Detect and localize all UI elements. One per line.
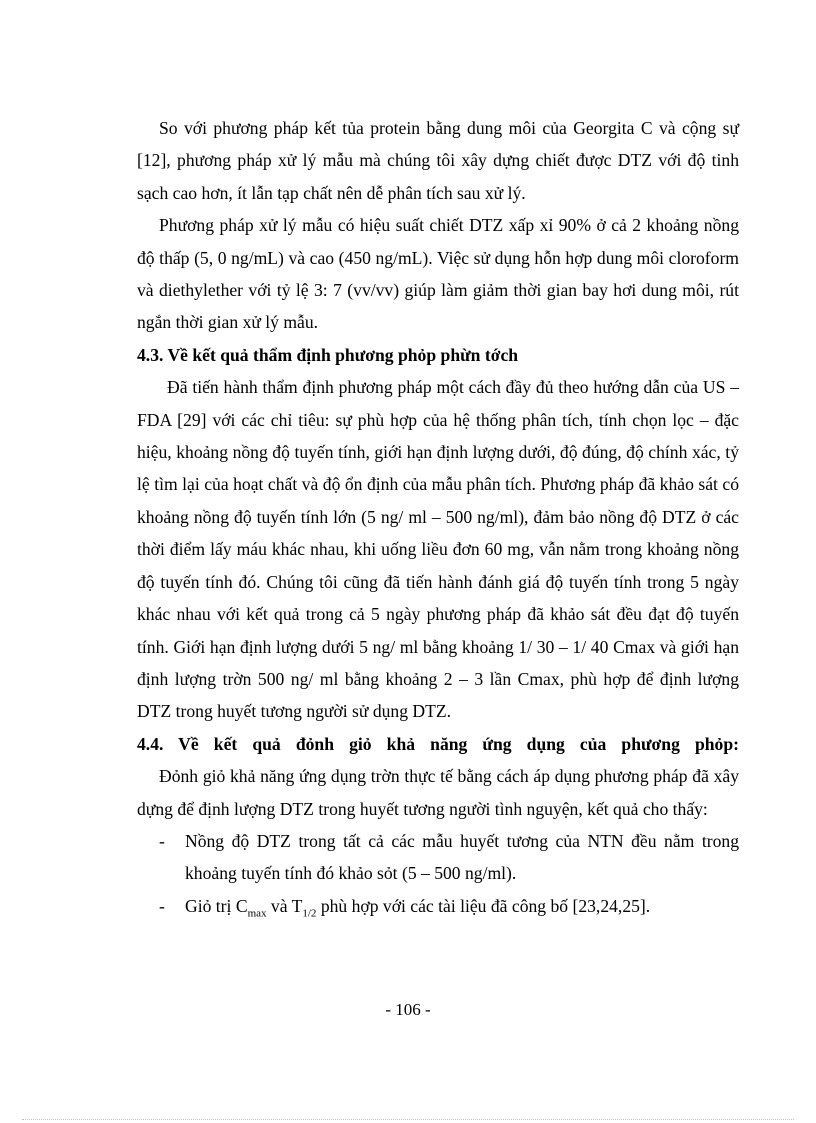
page-number: - 106 - <box>385 1000 431 1019</box>
subscript-half: 1/2 <box>302 907 317 920</box>
page-border-dotted <box>22 1119 794 1120</box>
list-item-text: Nồng độ DTZ trong tất cả các mẫu huyết tương của NTN đều nằm trong khoảng tuyến tính đó khảo sỏt (5 – 500 ng/ml). <box>185 830 739 884</box>
page-body <box>137 112 739 930</box>
list-item <box>137 890 739 930</box>
list-item <box>137 825 739 890</box>
subscript-max: max <box>247 907 267 920</box>
list-item-text-mid: và T <box>266 895 303 916</box>
section-heading-4-4: 4.4. Về kết quả đỏnh giỏ khả năng ứng dụng của phương phỏp: <box>137 733 739 754</box>
results-list <box>137 825 739 930</box>
paragraph-comparison: So với phương pháp kết tủa protein bằng dung môi của Georgita C và cộng sự [12], phương pháp xử lý mẫu mà chúng tôi xây dựng chiết được DTZ với độ tinh sạch cao hơn, ít lẫn tạp chất nên dễ phân tích sau xử lý. <box>137 118 739 203</box>
paragraph-application: Đỏnh giỏ khả năng ứng dụng trờn thực tế bằng cách áp dụng phương pháp đã xây dựng để định lượng DTZ trong huyết tương người tình nguyện, kết quả cho thấy: <box>137 766 739 819</box>
paragraph-validation: Đã tiến hành thẩm định phương pháp một cách đầy đủ theo hướng dẫn của US – FDA [29] với các chỉ tiêu: sự phù hợp của hệ thống phân tích, tính chọn lọc – đặc hiệu, khoảng nồng độ tuyến tính, giới hạn định lượng dưới, độ đúng, độ chính xác, tỷ lệ tìm lại của hoạt chất và độ ổn định của mẫu phân tích. Phương pháp đã khảo sát có khoảng nồng độ tuyến tính lớn (5 ng/ ml – 500 ng/ml), đảm bảo nồng độ DTZ ở các thời điểm lấy máu khác nhau, khi uống liều đơn 60 mg, vẫn nằm trong khoảng nồng độ tuyến tính đó. Chúng tôi cũng đã tiến hành đánh giá độ tuyến tính trong 5 ngày khác nhau với kết quả trong cả 5 ngày phương pháp đã khảo sát đều đạt độ tuyến tính. Giới hạn định lượng dưới 5 ng/ ml bằng khoảng 1/ 30 – 1/ 40 Cmax và giới hạn định lượng trờn 500 ng/ ml bằng khoảng 2 – 3 lần Cmax, phù hợp để định lượng DTZ trong huyết tương người sử dụng DTZ. <box>137 377 739 722</box>
list-item-text-pre: Giỏ trị C <box>185 895 248 916</box>
section-heading-4-3: 4.3. Về kết quả thẩm định phương phỏp phừn tớch <box>137 344 519 365</box>
list-item-text-post: phù hợp với các tài liệu đã công bố [23,24,25]. <box>316 895 651 916</box>
bullet-dash: - <box>159 895 165 916</box>
paragraph-extraction-yield: Phương pháp xử lý mẫu có hiệu suất chiết DTZ xấp xỉ 90% ở cả 2 khoảng nồng độ thấp (5, 0 ng/mL) và cao (450 ng/mL). Việc sử dụng hỗn hợp dung môi cloroform và diethylether với tỷ lệ 3: 7 (vv/vv) giúp làm giảm thời gian bay hơi dung môi, rút ngắn thời gian xử lý mẫu. <box>137 215 739 333</box>
bullet-dash: - <box>159 830 165 851</box>
